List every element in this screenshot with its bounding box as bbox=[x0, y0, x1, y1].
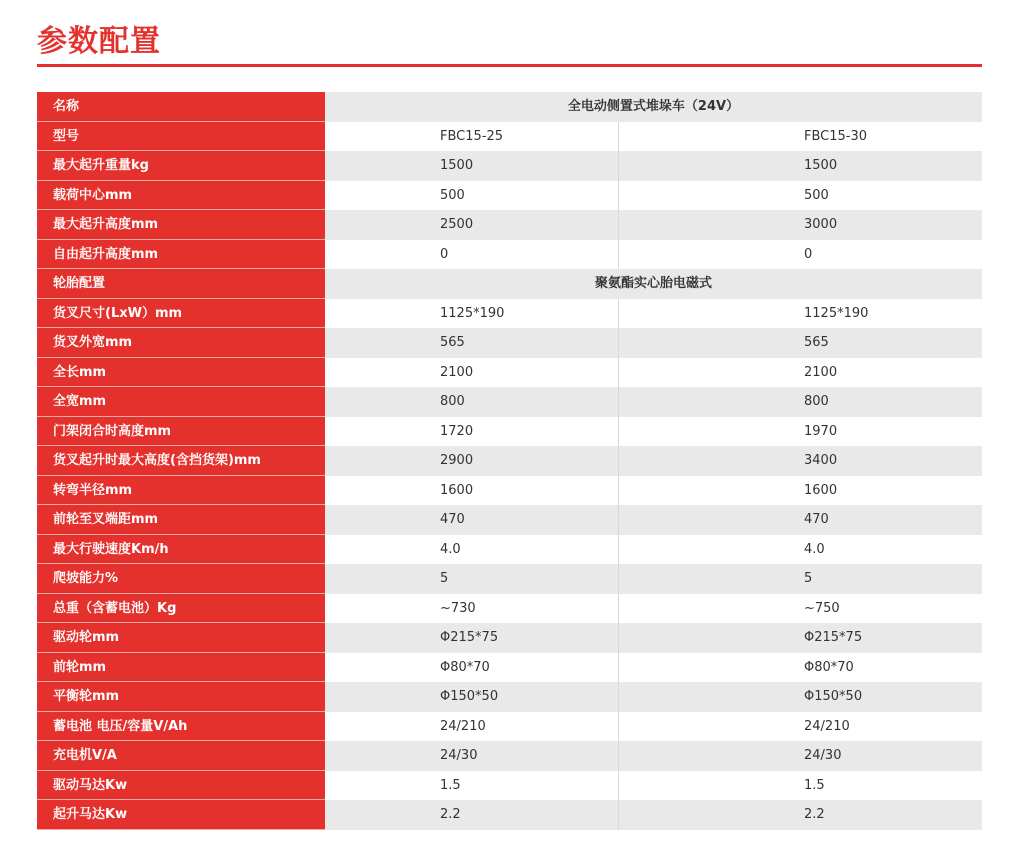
row-values bbox=[325, 446, 982, 476]
value-model-b: 1125*190 bbox=[804, 305, 869, 321]
row-values bbox=[325, 181, 982, 211]
row-label: 前轮至叉端距mm bbox=[37, 505, 325, 535]
value-model-a: 1600 bbox=[325, 476, 619, 506]
table-row bbox=[37, 712, 982, 742]
value-model-b: Φ215*75 bbox=[804, 630, 863, 645]
row-label: 轮胎配置 bbox=[37, 269, 325, 299]
table-row bbox=[37, 653, 982, 683]
value-model-a: 1720 bbox=[325, 417, 619, 447]
title-underline bbox=[37, 64, 982, 67]
table-row bbox=[37, 269, 982, 299]
value-model-a: 500 bbox=[325, 181, 619, 211]
value-model-a: 1500 bbox=[325, 151, 619, 181]
row-label: 门架闭合时高度mm bbox=[37, 417, 325, 447]
table-row bbox=[37, 328, 982, 358]
value-model-b: 0 bbox=[804, 246, 813, 262]
row-label: 货叉尺寸(LxW）mm bbox=[37, 299, 325, 329]
merged-value: 全电动侧置式堆垛车（24V） bbox=[567, 99, 740, 114]
row-values bbox=[325, 771, 982, 801]
row-values bbox=[325, 741, 982, 771]
row-values bbox=[325, 417, 982, 447]
value-model-a: Φ80*70 bbox=[325, 653, 619, 683]
table-row bbox=[37, 535, 982, 565]
value-model-b: ~750 bbox=[804, 600, 840, 616]
table-row bbox=[37, 417, 982, 447]
row-values bbox=[325, 535, 982, 565]
row-values bbox=[325, 358, 982, 388]
value-model-b: 2100 bbox=[804, 364, 838, 380]
table-row bbox=[37, 800, 982, 830]
table-row bbox=[37, 387, 982, 417]
value-model-b: 1970 bbox=[804, 423, 838, 439]
value-model-a: 2100 bbox=[325, 358, 619, 388]
value-model-b: 1500 bbox=[804, 158, 838, 173]
value-model-b: 500 bbox=[804, 187, 829, 203]
value-model-a: ~730 bbox=[325, 594, 619, 624]
row-values bbox=[325, 594, 982, 624]
value-model-b: 1600 bbox=[804, 482, 838, 498]
row-values bbox=[325, 151, 982, 181]
row-values bbox=[325, 712, 982, 742]
value-model-a: 4.0 bbox=[325, 535, 619, 565]
table-row bbox=[37, 682, 982, 712]
value-model-a: Φ215*75 bbox=[325, 623, 619, 653]
row-label: 转弯半径mm bbox=[37, 476, 325, 506]
table-row bbox=[37, 594, 982, 624]
value-model-b: 24/210 bbox=[804, 718, 850, 734]
row-values bbox=[325, 269, 982, 299]
merged-value: 聚氨酯实心胎电磁式 bbox=[594, 276, 712, 291]
row-label: 自由起升高度mm bbox=[37, 240, 325, 270]
table-row bbox=[37, 505, 982, 535]
value-model-b: Φ150*50 bbox=[804, 689, 863, 704]
value-model-a: 0 bbox=[325, 240, 619, 270]
row-label: 最大起升重量kg bbox=[37, 151, 325, 181]
value-model-a: 24/210 bbox=[325, 712, 619, 742]
row-values bbox=[325, 210, 982, 240]
value-model-b: 24/30 bbox=[804, 748, 842, 763]
row-label: 爬坡能力% bbox=[37, 564, 325, 594]
row-values bbox=[325, 387, 982, 417]
row-label: 型号 bbox=[37, 122, 325, 152]
row-values bbox=[325, 653, 982, 683]
row-values bbox=[325, 564, 982, 594]
value-model-b: 470 bbox=[804, 512, 829, 527]
table-row bbox=[37, 446, 982, 476]
row-label: 全宽mm bbox=[37, 387, 325, 417]
row-values bbox=[325, 476, 982, 506]
value-model-a: 565 bbox=[325, 328, 619, 358]
row-label: 充电机V/A bbox=[37, 741, 325, 771]
value-model-a: 2500 bbox=[325, 210, 619, 240]
value-model-b: 565 bbox=[804, 335, 829, 350]
value-model-a: 2.2 bbox=[325, 800, 619, 830]
row-values bbox=[325, 505, 982, 535]
table-row bbox=[37, 564, 982, 594]
page-title: 参数配置 bbox=[37, 24, 161, 59]
row-values bbox=[325, 800, 982, 830]
value-model-b: 800 bbox=[804, 394, 829, 409]
value-model-a: 1.5 bbox=[325, 771, 619, 801]
table-row bbox=[37, 741, 982, 771]
row-label: 全长mm bbox=[37, 358, 325, 388]
row-values bbox=[325, 623, 982, 653]
row-values bbox=[325, 328, 982, 358]
value-model-a: Φ150*50 bbox=[325, 682, 619, 712]
value-model-b: 3000 bbox=[804, 217, 838, 232]
table-row bbox=[37, 623, 982, 653]
row-label: 载荷中心mm bbox=[37, 181, 325, 211]
table-row bbox=[37, 771, 982, 801]
spec-table bbox=[37, 92, 982, 830]
row-label: 蓄电池 电压/容量V/Ah bbox=[37, 712, 325, 742]
table-row bbox=[37, 151, 982, 181]
value-model-b: Φ80*70 bbox=[804, 659, 854, 675]
value-model-a: 800 bbox=[325, 387, 619, 417]
value-model-a: FBC15-25 bbox=[325, 122, 619, 152]
row-values bbox=[325, 92, 982, 122]
value-model-b: 4.0 bbox=[804, 541, 825, 557]
table-row bbox=[37, 358, 982, 388]
table-row bbox=[37, 476, 982, 506]
table-row bbox=[37, 299, 982, 329]
value-model-a: 24/30 bbox=[325, 741, 619, 771]
row-label: 最大行驶速度Km/h bbox=[37, 535, 325, 565]
row-values bbox=[325, 240, 982, 270]
row-values bbox=[325, 122, 982, 152]
row-label: 驱动轮mm bbox=[37, 623, 325, 653]
row-label: 驱动马达Kw bbox=[37, 771, 325, 801]
value-model-a: 470 bbox=[325, 505, 619, 535]
value-model-a: 5 bbox=[325, 564, 619, 594]
value-model-b: 5 bbox=[804, 571, 813, 586]
value-model-a: 1125*190 bbox=[325, 299, 619, 329]
value-model-b: FBC15-30 bbox=[804, 128, 868, 144]
row-label: 货叉起升时最大高度(含挡货架)mm bbox=[37, 446, 325, 476]
value-model-b: 3400 bbox=[804, 453, 838, 468]
table-row bbox=[37, 240, 982, 270]
value-model-b: 1.5 bbox=[804, 777, 825, 793]
row-label: 最大起升高度mm bbox=[37, 210, 325, 240]
row-values bbox=[325, 682, 982, 712]
row-label: 平衡轮mm bbox=[37, 682, 325, 712]
row-label: 前轮mm bbox=[37, 653, 325, 683]
row-label: 总重（含蓄电池）Kg bbox=[37, 594, 325, 624]
row-label: 货叉外宽mm bbox=[37, 328, 325, 358]
row-label: 起升马达Kw bbox=[37, 800, 325, 830]
value-model-a: 2900 bbox=[325, 446, 619, 476]
row-label: 名称 bbox=[37, 92, 325, 122]
table-row bbox=[37, 210, 982, 240]
value-model-b: 2.2 bbox=[804, 807, 825, 822]
table-row bbox=[37, 122, 982, 152]
table-row bbox=[37, 181, 982, 211]
row-values bbox=[325, 299, 982, 329]
table-row bbox=[37, 92, 982, 122]
